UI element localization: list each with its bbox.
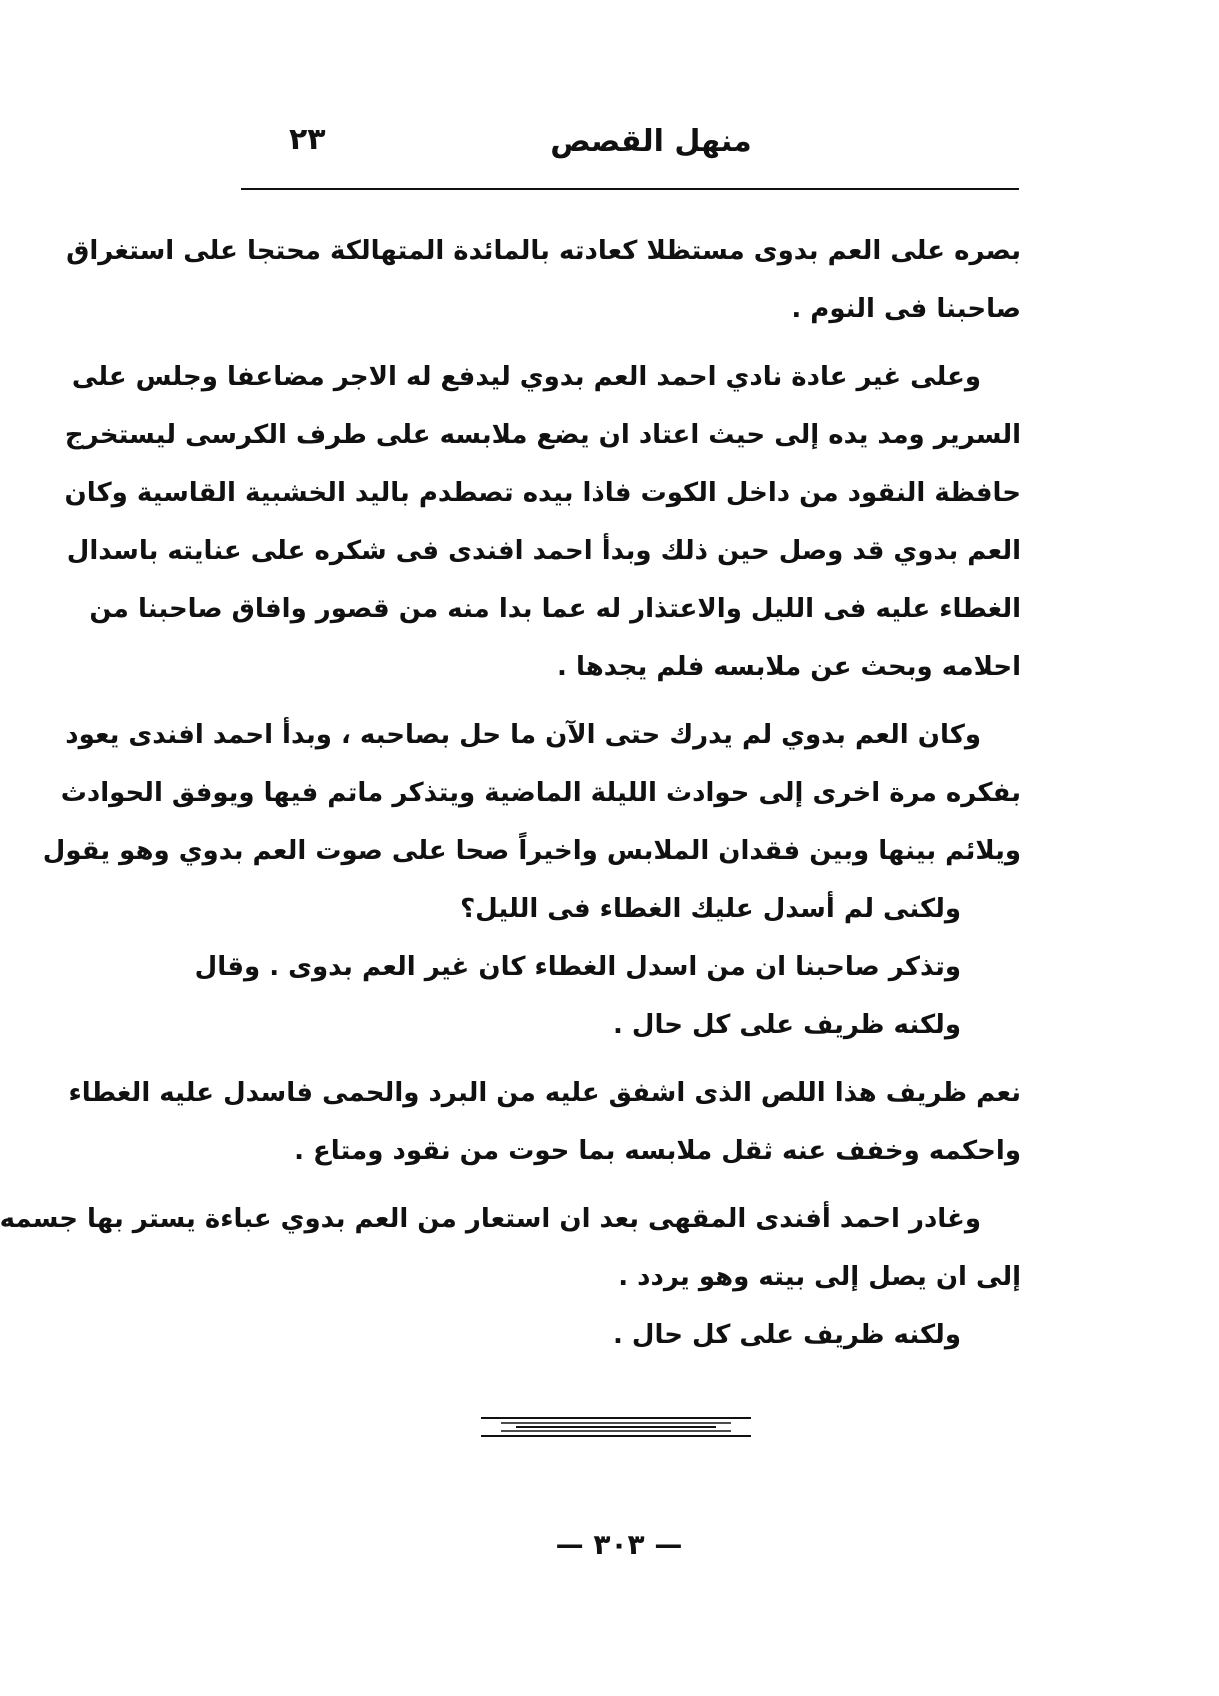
- text-line: السرير ومد يده إلى حيث اعتاد ان يضع ملابسه على طرف الكرسى ليستخرج: [64, 420, 1021, 450]
- text-line: الغطاء عليه فى الليل والاعتذار له عما بدا منه من قصور وافاق صاحبنا من: [89, 594, 1021, 624]
- dialogue-line: ولكنى لم أسدل عليك الغطاء فى الليل؟: [460, 894, 961, 924]
- header-rule: [241, 188, 1019, 190]
- dialogue-line: ولكنه ظريف على كل حال .: [612, 1010, 961, 1040]
- text-line: بفكره مرة اخرى إلى حوادث الليلة الماضية ويتذكر ماتم فيها ويوفق الحوادث: [60, 778, 1021, 808]
- text-line: بصره على العم بدوى مستظلا كعادته بالمائدة المتهالكة محتجا على استغراق: [66, 236, 1021, 266]
- text-line: احلامه وبحث عن ملابسه فلم يجدها .: [557, 652, 1021, 682]
- dialogue-line: ولكنه ظريف على كل حال .: [612, 1320, 961, 1350]
- end-ornament: [481, 1412, 751, 1442]
- text-line: صاحبنا فى النوم .: [791, 294, 1021, 324]
- article-body: [0, 222, 1021, 1364]
- page-number-bottom: — ٣٠٣ —: [555, 1528, 683, 1561]
- text-line: واحكمه وخفف عنه ثقل ملابسه بما حوت من نقود ومتاع .: [294, 1136, 1021, 1166]
- text-line: وغادر احمد أفندى المقهى بعد ان استعار من العم بدوي عباءة يستر بها جسمه: [0, 1204, 981, 1234]
- text-line: وكان العم بدوي لم يدرك حتى الآن ما حل بصاحبه ، وبدأ احمد افندى يعود: [65, 720, 981, 750]
- text-line: العم بدوي قد وصل حين ذلك وبدأ احمد افندى فى شكره على عنايته باسدال: [66, 536, 1021, 566]
- text-line: حافظة النقود من داخل الكوت فاذا بيده تصطدم باليد الخشبية القاسية وكان: [64, 478, 1021, 508]
- dialogue-line: وتذكر صاحبنا ان من اسدل الغطاء كان غير العم بدوى . وقال: [194, 952, 961, 982]
- text-line: نعم ظريف هذا اللص الذى اشفق عليه من البرد والحمى فاسدل عليه الغطاء: [68, 1078, 1021, 1108]
- page-number-top: ٢٣: [289, 122, 326, 157]
- text-line: ويلائم بينها وبين فقدان الملابس واخيراً صحا على صوت العم بدوي وهو يقول: [42, 836, 1021, 866]
- running-title: منهل القصص: [550, 124, 752, 159]
- text-line: وعلى غير عادة نادي احمد العم بدوي ليدفع له الاجر مضاعفا وجلس على: [71, 362, 981, 392]
- text-line: إلى ان يصل إلى بيته وهو يردد .: [618, 1262, 1021, 1292]
- page-header: [241, 118, 1019, 178]
